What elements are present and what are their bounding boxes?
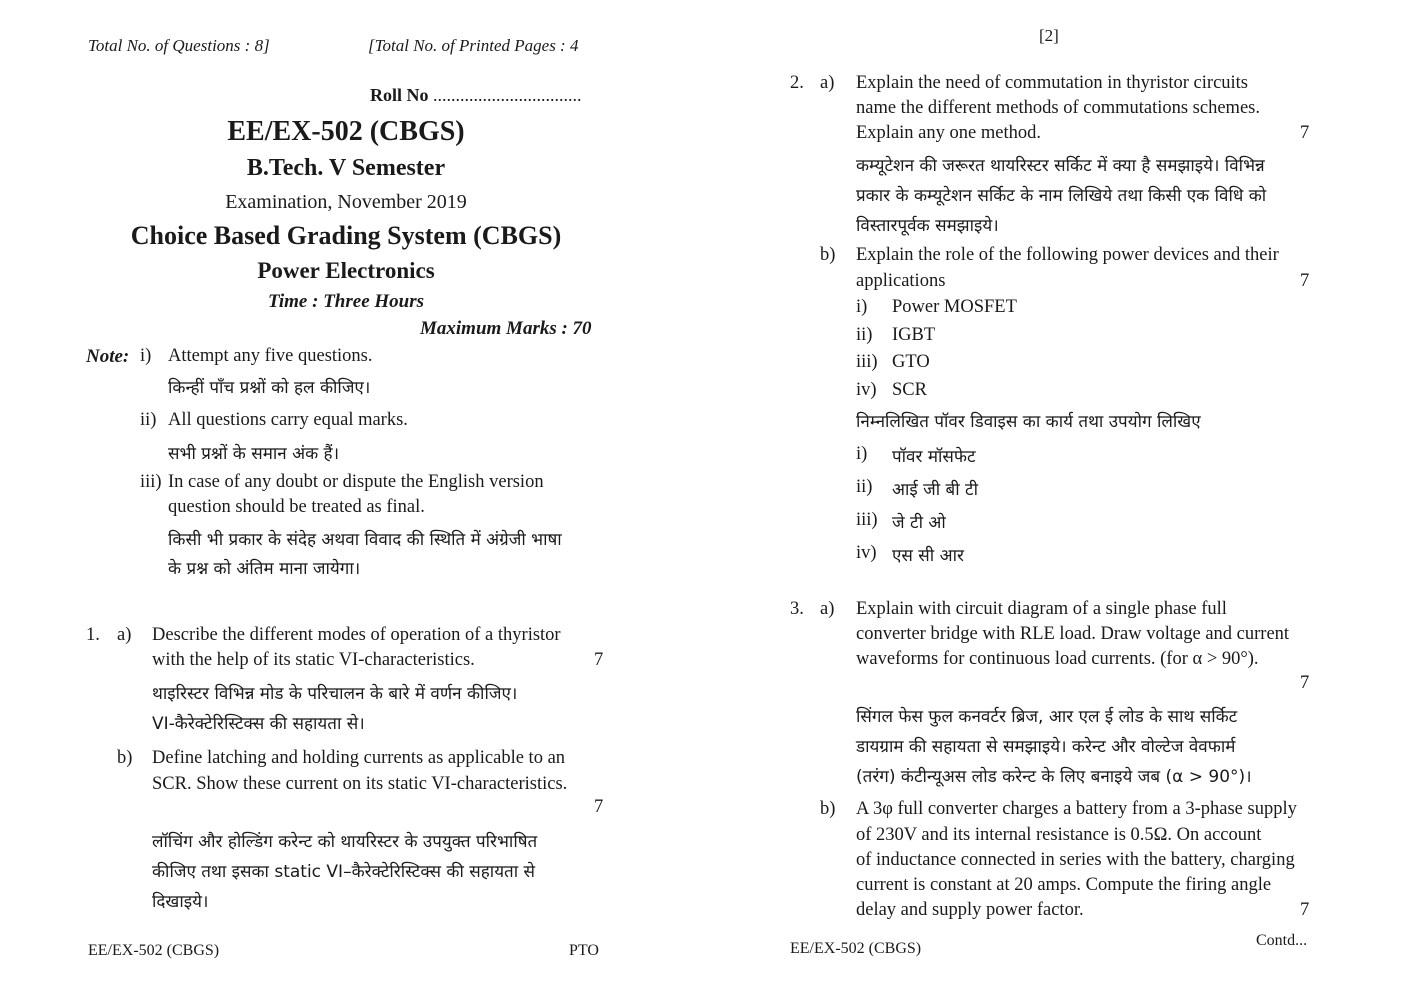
- total-questions: Total No. of Questions : 8]: [88, 36, 270, 55]
- question-text: applications: [856, 271, 946, 291]
- exam-title: Examination, November 2019: [225, 191, 467, 213]
- note-text-hindi: किसी भी प्रकार के संदेह अथवा विवाद की स्थिति में अंग्रेजी भाषा: [168, 530, 562, 550]
- note-num: i): [140, 346, 152, 366]
- course-code: EE/EX-502 (CBGS): [227, 116, 465, 147]
- question-text-hindi: सिंगल फेस फुल कनवर्टर ब्रिज, आर एल ई लोड के साथ सर्किट: [856, 707, 1238, 727]
- list-item-num: ii): [856, 477, 873, 497]
- note-text: In case of any doubt or dispute the English version: [168, 472, 544, 492]
- question-text: Explain any one method.: [856, 123, 1041, 143]
- total-pages: [Total No. of Printed Pages : 4: [368, 36, 579, 55]
- part-label: b): [820, 245, 836, 265]
- list-item-num: iv): [856, 543, 877, 563]
- question-text-hindi: निम्नलिखित पॉवर डिवाइस का कार्य तथा उपयोग लिखिए: [856, 412, 1201, 432]
- note-label: Note:: [86, 346, 130, 367]
- question-text: SCR. Show these current on its static VI-characteristics.: [152, 774, 568, 794]
- list-item-num: i): [856, 444, 868, 464]
- time: Time : Three Hours: [267, 291, 425, 312]
- footer-pto: PTO: [569, 942, 599, 959]
- question-text-hindi: लॉचिंग और होल्डिंग करेन्ट को थायरिस्टर के उपयुक्त परिभाषित: [152, 832, 538, 852]
- marks: 7: [1300, 123, 1310, 143]
- list-item-num: iv): [856, 380, 877, 400]
- note-text-hindi: किन्हीं पाँच प्रश्नों को हल कीजिए।: [168, 378, 371, 398]
- list-item-num: iii): [856, 352, 878, 372]
- question-text-hindi: डायग्राम की सहायता से समझाइये। करेन्ट और वोल्टेज वेवफार्म: [856, 737, 1236, 757]
- question-text: Explain the need of commutation in thyristor circuits: [856, 73, 1249, 93]
- note-text: All questions carry equal marks.: [168, 410, 408, 430]
- question-text-hindi: कम्यूटेशन की जरूरत थायरिस्टर सर्किट में क्या है समझाइये। विभिन्न: [856, 156, 1265, 176]
- footer-contd: Contd...: [1256, 932, 1308, 949]
- list-item-hindi: एस सी आर: [892, 546, 964, 566]
- question-text: Explain the role of the following power devices and their: [856, 245, 1279, 265]
- page-2: [702, 0, 1404, 992]
- question-text-hindi: VI-कैरेक्टेरिस्टिक्स की सहायता से।: [152, 714, 365, 734]
- list-item: Power MOSFET: [892, 297, 1017, 317]
- note-num: iii): [140, 472, 162, 492]
- question-text: of inductance connected in series with the battery, charging: [856, 850, 1295, 870]
- list-item-num: iii): [856, 510, 878, 530]
- question-text: with the help of its static VI-characteristics.: [152, 650, 475, 670]
- list-item-hindi: पॉवर मॉसफेट: [892, 447, 976, 467]
- list-item-num: ii): [856, 325, 873, 345]
- question-text-hindi: (तरंग) कंटीन्यूअस लोड करेन्ट के लिए बनाइये जब (α > 90°)।: [856, 767, 1252, 787]
- question-text: current is constant at 20 amps. Compute the firing angle: [856, 875, 1272, 895]
- marks: 7: [1300, 271, 1310, 291]
- subject: Power Electronics: [257, 258, 435, 283]
- part-label: b): [117, 748, 133, 768]
- question-text: Describe the different modes of operation of a thyristor: [152, 625, 561, 645]
- question-number: 1.: [86, 625, 100, 645]
- question-text-hindi: थाइरिस्टर विभिन्न मोड के परिचालन के बारे में वर्णन कीजिए।: [152, 684, 518, 704]
- note-num: ii): [140, 410, 157, 430]
- note-text-hindi: सभी प्रश्नों के समान अंक हैं।: [168, 444, 340, 464]
- question-text-hindi: विस्तारपूर्वक समझाइये।: [856, 216, 999, 236]
- note-text: Attempt any five questions.: [168, 346, 373, 366]
- question-text: of 230V and its internal resistance is 0.5Ω. On account: [856, 825, 1262, 845]
- marks: 7: [1300, 673, 1310, 693]
- list-item-num: i): [856, 297, 868, 317]
- part-label: a): [117, 625, 132, 645]
- note-text: question should be treated as final.: [168, 497, 425, 517]
- footer-code: EE/EX-502 (CBGS): [88, 942, 220, 959]
- program: B.Tech. V Semester: [246, 155, 446, 181]
- page-number: [2]: [1039, 26, 1059, 45]
- question-number: 2.: [790, 73, 804, 93]
- question-text: Define latching and holding currents as applicable to an: [152, 748, 566, 768]
- max-marks: Maximum Marks : 70: [420, 318, 592, 339]
- question-text-hindi: कीजिए तथा इसका static VI–कैरेक्टेरिस्टिक्स की सहायता से: [152, 862, 536, 882]
- question-text-hindi: दिखाइये।: [152, 892, 209, 912]
- footer-code: EE/EX-502 (CBGS): [790, 940, 922, 957]
- question-text: name the different methods of commutations schemes.: [856, 98, 1260, 118]
- question-text: waveforms for continuous load currents. (for α > 90°).: [856, 649, 1259, 669]
- part-label: b): [820, 799, 836, 819]
- roll-no-blank: .................................: [433, 85, 582, 105]
- question-number: 3.: [790, 599, 804, 619]
- question-text-hindi: प्रकार के कम्यूटेशन सर्किट के नाम लिखिये तथा किसी एक विधि को: [856, 186, 1267, 206]
- roll-no-label: Roll No: [370, 85, 429, 105]
- question-text: A 3φ full converter charges a battery from a 3-phase supply: [856, 799, 1297, 819]
- list-item-hindi: जे टी ओ: [892, 513, 946, 533]
- list-item: IGBT: [892, 325, 936, 345]
- marks: 7: [594, 650, 604, 670]
- roll-no: [370, 85, 582, 106]
- marks: 7: [1300, 900, 1310, 920]
- part-label: a): [820, 599, 835, 619]
- grading-system: Choice Based Grading System (CBGS): [130, 221, 562, 250]
- list-item-hindi: आई जी बी टी: [892, 480, 979, 500]
- list-item: GTO: [892, 352, 930, 372]
- question-text: Explain with circuit diagram of a single phase full: [856, 599, 1227, 619]
- note-text-hindi: के प्रश्न को अंतिम माना जायेगा।: [168, 559, 361, 579]
- marks: 7: [594, 797, 604, 817]
- question-text: converter bridge with RLE load. Draw voltage and current: [856, 624, 1290, 644]
- part-label: a): [820, 73, 835, 93]
- list-item: SCR: [892, 380, 927, 400]
- question-text: delay and supply power factor.: [856, 900, 1084, 920]
